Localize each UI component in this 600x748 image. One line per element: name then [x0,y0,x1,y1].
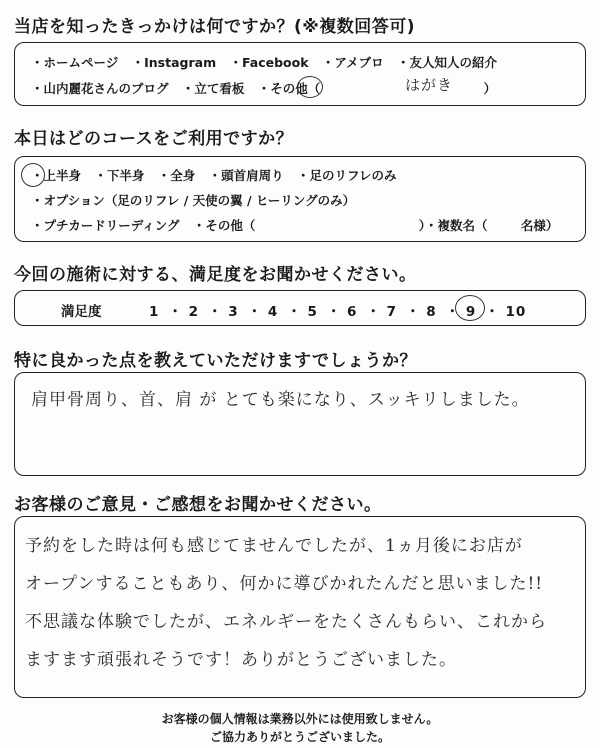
scale-2[interactable]: 2 [188,304,200,320]
q2-options-row-1 [31,166,406,184]
option-ameblo[interactable]: ・アメブロ [321,55,384,70]
feedback-line-1[interactable]: 予約をした時は何も感じてませんでしたが、1ヵ月後にお店が [25,536,523,556]
course-other[interactable]: ・その他（ [192,218,256,233]
feedback-line-2[interactable]: オープンすることもあり、何かに導びかれたんだと思いました!! [25,574,544,594]
question-1-box [14,42,586,106]
scale-4[interactable]: 4 [267,304,279,320]
q1-options-row-1 [31,53,506,71]
scale-10[interactable]: 10 [505,304,527,320]
check-mark-upper-body [21,163,45,187]
option-yamauchi-blog[interactable]: ・山内麗花さんのブログ [31,81,169,96]
course-foot-reflex[interactable]: ・足のリフレのみ [297,168,397,183]
check-mark-other [297,76,323,98]
thank-you-note: ご協力ありがとうございました。 [209,730,390,744]
option-other[interactable]: ・その他（ [257,81,321,96]
check-mark-score [455,295,485,321]
question-5-title: お客様のご意見・ご感想をお聞かせください。 [14,495,382,515]
feedback-line-3[interactable]: 不思議な体験でしたが、エネルギーをたくさんもらい、これから [25,612,547,632]
feedback-line-4[interactable]: ますます頑張れそうです！ありがとうございました。 [25,650,457,670]
scale-9[interactable]: 9 [465,304,477,320]
satisfaction-label: 満足度 [61,304,102,320]
question-5-box [14,516,586,698]
question-2-title: 本日はどのコースをご利用ですか？ [14,129,294,149]
scale-3[interactable]: 3 [228,304,239,320]
privacy-notice: お客様の個人情報は業務以外には使用致しません。 [161,712,439,726]
option-other-close: ） [483,81,497,96]
scale-7[interactable]: 7 [386,304,398,320]
course-lower-body[interactable]: ・下半身 [94,168,145,183]
option-friend-referral[interactable]: ・友人知人の紹介 [397,55,498,70]
course-head-neck-shoulder[interactable]: ・頭首肩周り [208,168,284,183]
question-1-title: 当店を知ったきっかけは何ですか？(※複数回答可) [14,17,416,37]
course-upper-body[interactable]: ・上半身 [31,168,82,183]
question-4-title: 特に良かった点を教えていただけますでしょうか？ [14,351,418,371]
course-people-count-suffix: 名様） [520,218,559,233]
option-facebook[interactable]: ・Facebook [229,55,309,70]
option-homepage[interactable]: ・ホームページ [31,55,119,70]
option-signboard[interactable]: ・立て看板 [181,81,245,96]
scale-5[interactable]: 5 [307,304,318,320]
course-full-body[interactable]: ・全身 [157,168,196,183]
course-petit-card-reading[interactable]: ・プチカードリーディング [31,218,180,233]
question-2-box [14,156,586,242]
scale-8[interactable]: 8 [426,304,437,320]
question-4-box [14,372,586,476]
q2-options-row-3 [31,216,567,234]
satisfaction-scale: 1 ・ 2 ・ 3 ・ 4 ・ 5 ・ 6 ・ 7 ・ 8 ・ 9 ・ 10 [149,304,527,320]
good-points-answer[interactable]: 肩甲骨周り、首、肩 が とても楽になり、スッキリしました。 [31,390,530,410]
scale-1[interactable]: 1 [149,304,160,320]
question-3-title: 今回の施術に対する、満足度をお聞かせください。 [14,265,417,285]
course-multiple-people[interactable]: ）・複数名（ [418,218,488,233]
q1-other-answer[interactable]: はがき [405,76,454,94]
scale-6[interactable]: 6 [347,304,358,320]
question-3-box [14,290,586,326]
option-instagram[interactable]: ・Instagram [131,55,217,70]
course-option[interactable]: ・オプション（足のリフレ / 天使の翼 / ヒーリングのみ） [31,193,356,208]
